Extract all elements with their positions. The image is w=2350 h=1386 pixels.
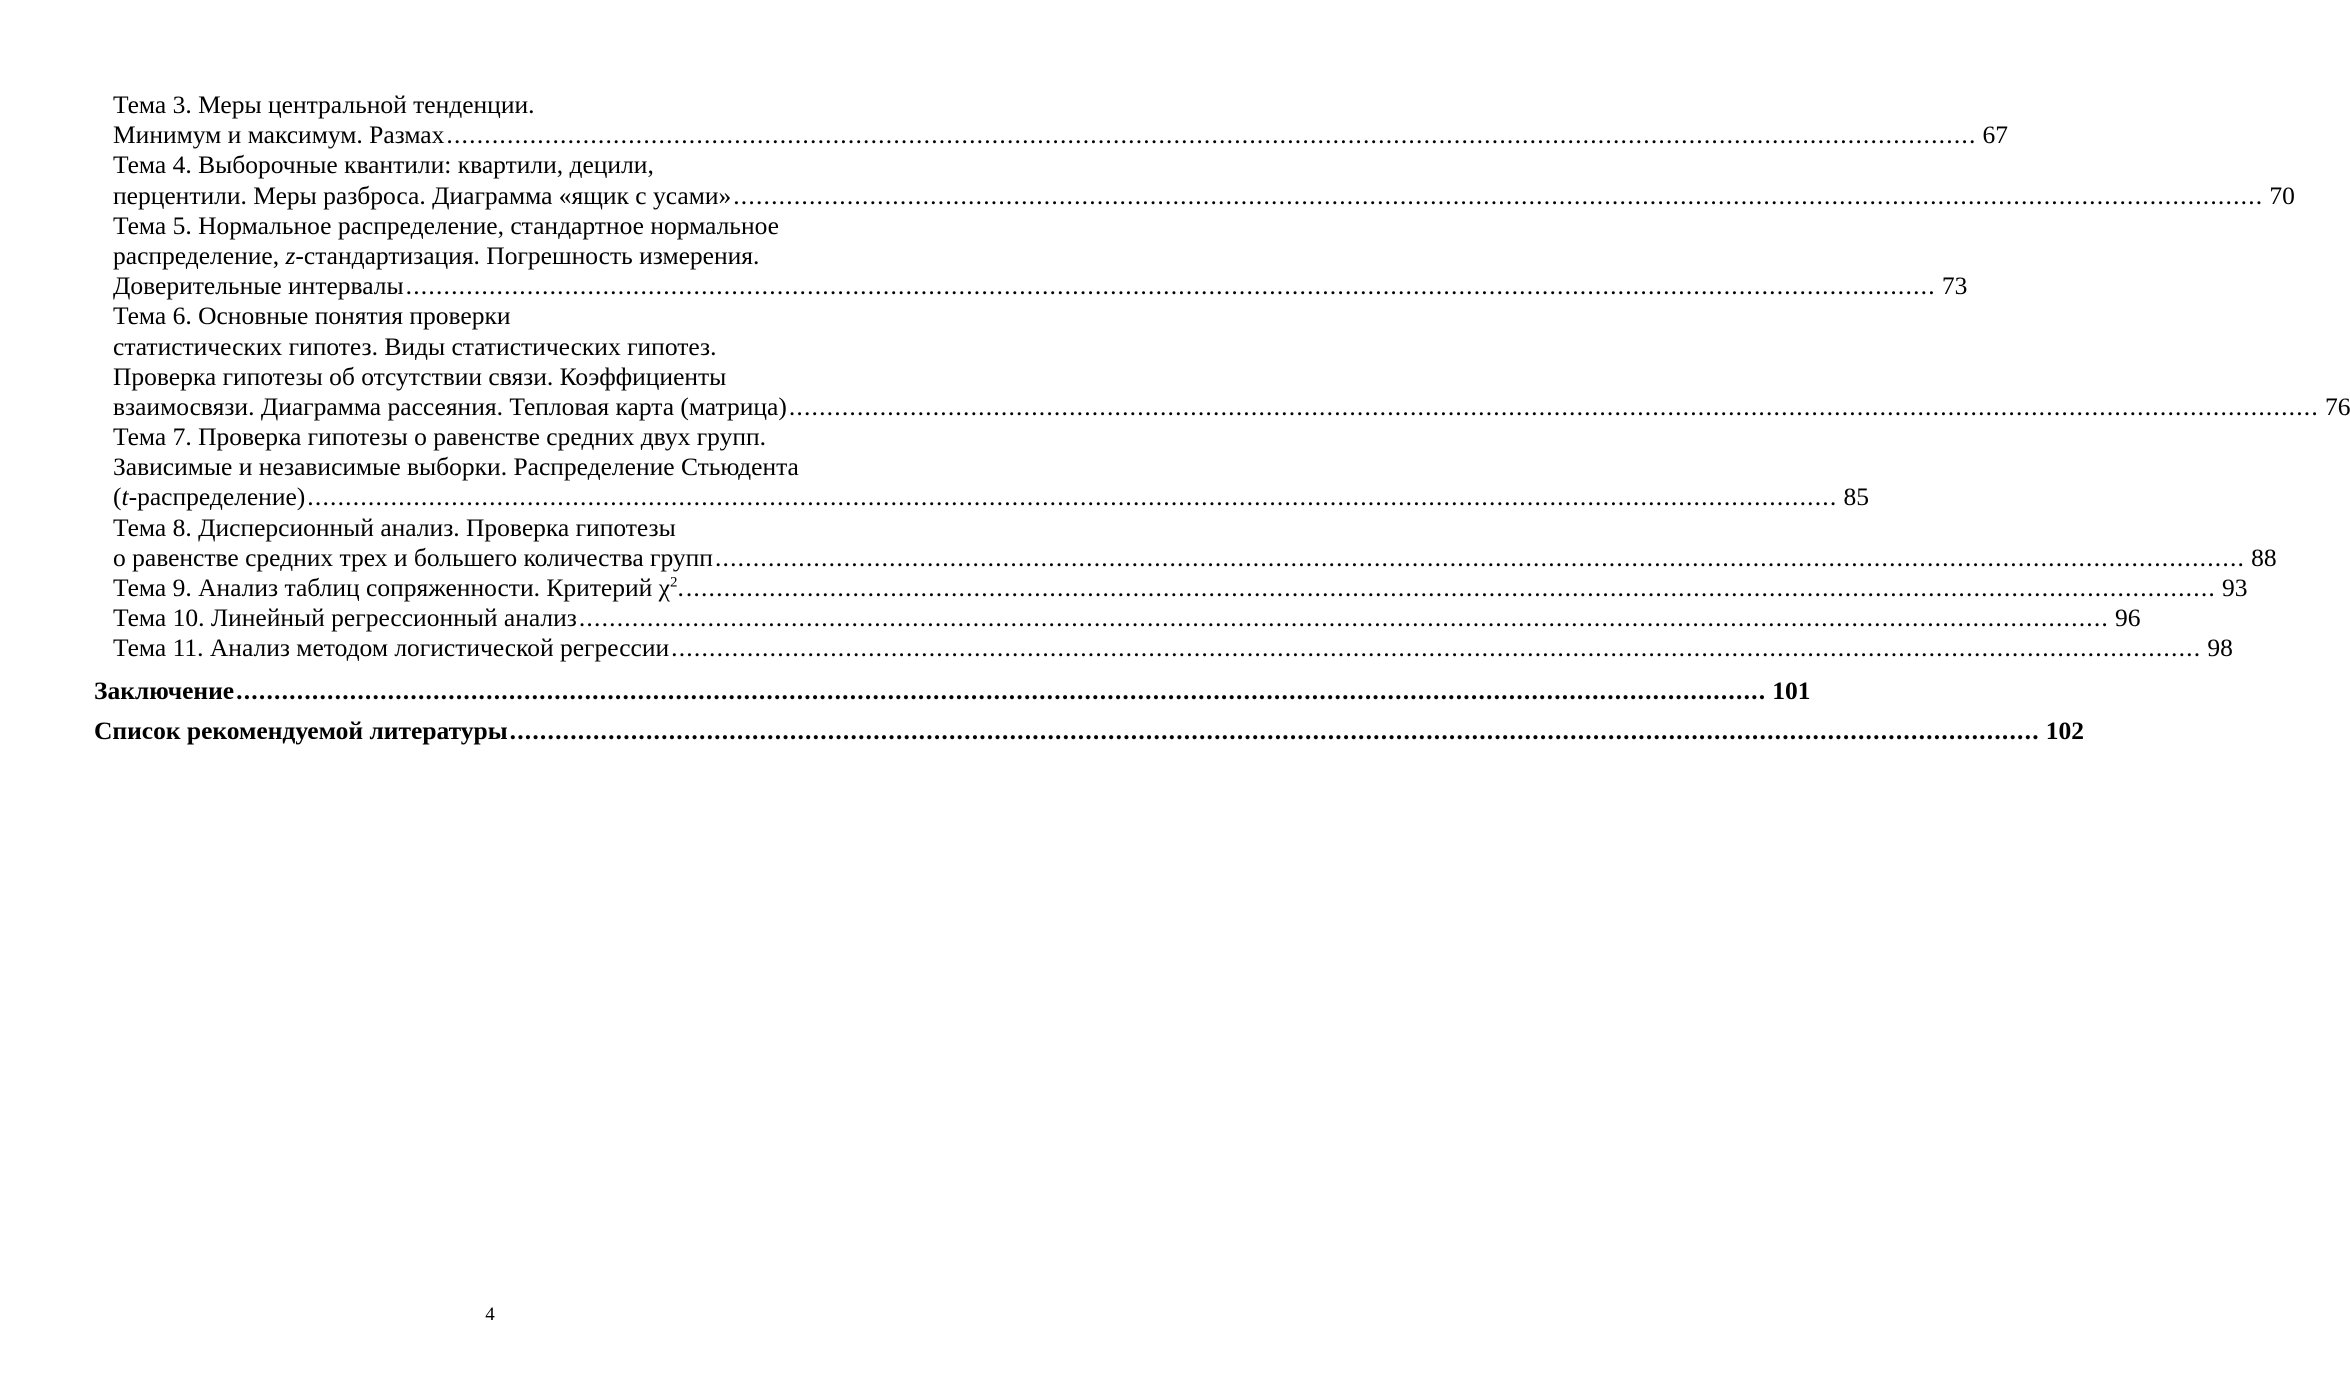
toc-page-number: 67 bbox=[1982, 120, 2009, 150]
toc-entry-text-part: -стандартизация. Погрешность измерения. bbox=[295, 240, 760, 270]
dot-leader: .......................................................................................................................................................................................................... bbox=[788, 391, 2319, 421]
toc-page-number: 98 bbox=[2207, 633, 2233, 663]
toc-entry-topic-10[interactable] bbox=[0, 603, 2141, 633]
dot-leader: .......................................................................................................................................................................................................... bbox=[236, 675, 1767, 705]
toc-page-number: 76 bbox=[2324, 391, 2350, 421]
toc-entry-text: перцентили. Меры разброса. Диаграмма «ящик с усами» bbox=[113, 180, 732, 210]
toc-page-number: 85 bbox=[1843, 482, 1869, 512]
toc-entry-topic-9[interactable] bbox=[0, 573, 2248, 603]
toc-entry-topic-6[interactable] bbox=[0, 301, 2350, 422]
toc-entry-text: Список рекомендуемой литературы bbox=[94, 715, 508, 745]
dot-leader: .......................................................................................................................................................................................................... bbox=[685, 573, 2216, 602]
toc-entry-text: Тема 6. Основные понятия проверки bbox=[113, 301, 511, 331]
toc-entry-text: Проверка гипотезы об отсутствии связи. Коэффициенты bbox=[113, 361, 727, 391]
toc-entry-topic-11[interactable] bbox=[0, 633, 2233, 663]
toc-entry-text bbox=[113, 241, 759, 271]
toc-entry-text-part: -распределение) bbox=[128, 482, 306, 512]
toc-entry-topic-3[interactable] bbox=[0, 90, 2009, 150]
dot-leader: .......................................................................................................................................................................................................... bbox=[405, 271, 1936, 301]
toc-entry-text: взаимосвязи. Диаграмма рассеяния. Тепловая карта (матрица) bbox=[113, 391, 787, 421]
dot-leader: .......................................................................................................................................................................................................... bbox=[671, 633, 2202, 663]
toc-entry-text: Тема 10. Линейный регрессионный анализ bbox=[113, 603, 577, 633]
toc-page-number: 101 bbox=[1772, 675, 1811, 705]
toc-entry-text: о равенстве средних трех и большего количества групп bbox=[113, 542, 713, 572]
toc-entry-conclusion[interactable] bbox=[0, 675, 1811, 706]
toc-page-number: 93 bbox=[2221, 573, 2248, 602]
dot-leader: .......................................................................................................................................................................................................... bbox=[509, 715, 2040, 745]
toc-entry-text: Тема 11. Анализ методом логистической регрессии bbox=[113, 633, 670, 663]
toc-page-number: 102 bbox=[2045, 715, 2085, 745]
toc-entry-topic-4[interactable] bbox=[0, 150, 2295, 210]
toc-entry-text: Зависимые и независимые выборки. Распределение Стьюдента bbox=[113, 452, 799, 482]
toc-entry-references[interactable] bbox=[0, 715, 2085, 746]
toc-entry-text-part: ( bbox=[113, 482, 122, 512]
dot-leader: .......................................................................................................................................................................................................... bbox=[733, 180, 2264, 210]
toc-entry-text: Тема 5. Нормальное распределение, стандартное нормальное bbox=[113, 210, 779, 240]
dot-leader: .......................................................................................................................................................................................................... bbox=[307, 482, 1838, 512]
toc-entry-topic-5[interactable] bbox=[0, 210, 1968, 302]
superscript-two: 2 bbox=[669, 574, 678, 591]
toc-entry-text: статистических гипотез. Виды статистических гипотез. bbox=[113, 331, 717, 361]
page-number: 4 bbox=[485, 1304, 495, 1325]
toc-page-number: 88 bbox=[2251, 542, 2277, 572]
toc-entry-text: Тема 3. Меры центральной тенденции. bbox=[113, 90, 535, 119]
toc-entry-text-part: распределение, bbox=[113, 240, 286, 270]
toc-entry-text-part: Тема 9. Анализ таблиц сопряженности. Критерий χ bbox=[113, 573, 670, 602]
toc-entry-topic-7[interactable] bbox=[0, 422, 1869, 513]
toc-entry-text: Тема 4. Выборочные квантили: квартили, децили, bbox=[113, 150, 654, 180]
toc-entry-text: Тема 8. Дисперсионный анализ. Проверка гипотезы bbox=[113, 512, 676, 542]
toc-entry-text: Доверительные интервалы bbox=[113, 271, 404, 301]
toc-page-number: 96 bbox=[2115, 603, 2141, 633]
t-variable: t bbox=[121, 482, 129, 512]
toc-entry-topic-8[interactable] bbox=[0, 512, 2277, 573]
toc-entry-text: Заключение bbox=[94, 675, 235, 705]
toc-entry-text bbox=[113, 573, 684, 603]
table-of-contents bbox=[0, 90, 2350, 746]
dot-leader: .......................................................................................................................................................................................................... bbox=[578, 603, 2109, 633]
toc-entry-text: Тема 7. Проверка гипотезы о равенстве средних двух групп. bbox=[113, 422, 767, 452]
toc-entry-text bbox=[113, 482, 305, 512]
toc-entry-text: Минимум и максимум. Размах bbox=[113, 120, 445, 150]
z-variable: z bbox=[285, 240, 296, 270]
dot-leader: .......................................................................................................................................................................................................... bbox=[446, 120, 1977, 150]
dot-leader: .......................................................................................................................................................................................................... bbox=[714, 542, 2246, 572]
toc-page-number: 70 bbox=[2269, 180, 2295, 210]
toc-page-number: 73 bbox=[1941, 271, 1968, 301]
toc-entry-text-part: . bbox=[677, 573, 684, 602]
